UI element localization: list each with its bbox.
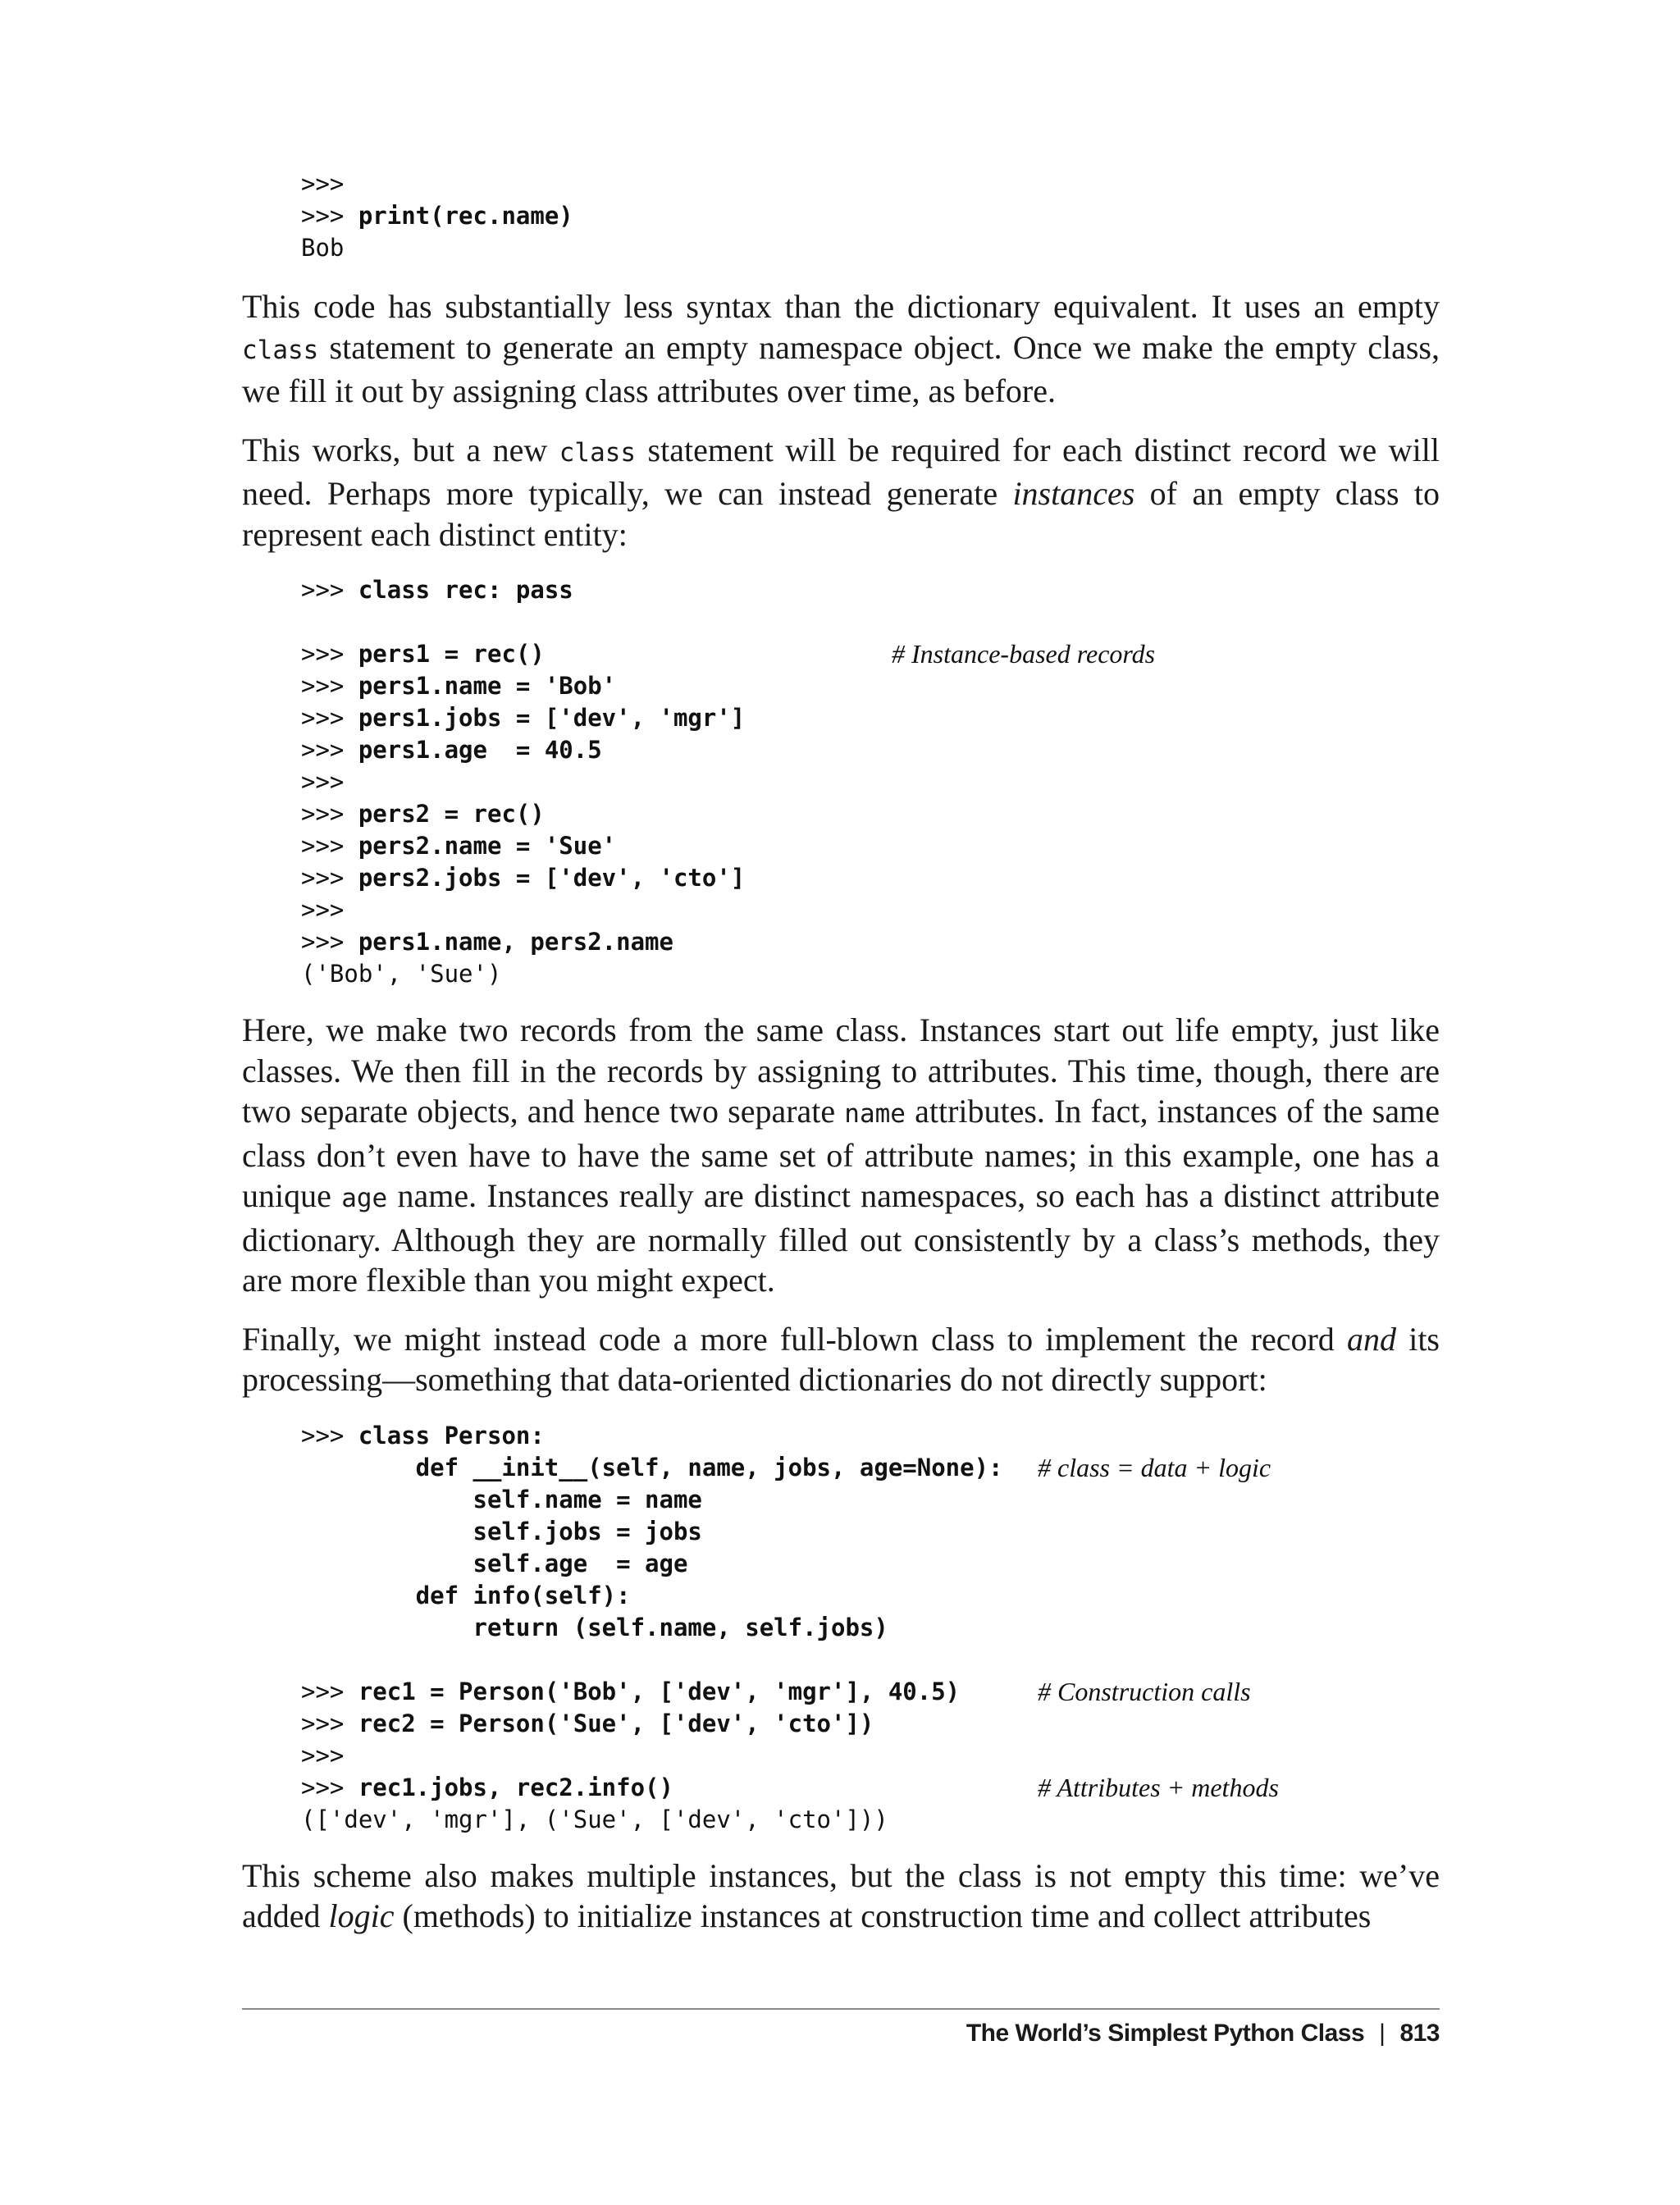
user-input-code: print(rec.name) [358,202,573,230]
user-input-code: pers2.jobs = ['dev', 'cto'] [358,864,746,892]
code-line [301,926,1440,958]
text-run: Finally, we might instead code a more full-blown class to implement the record [242,1320,1347,1358]
text-run: This code has substantially less syntax than the dictionary equivalent. It uses an empty [242,288,1440,325]
prompt-text: >>> [301,672,358,700]
code-line [301,638,1440,670]
code-line [301,766,1440,798]
emphasis-text: logic [328,1897,395,1934]
footer-separator: | [1379,2020,1386,2047]
code-comment: # Instance-based records [892,639,1156,669]
code-comment: # Construction calls [1038,1676,1251,1706]
code-line [301,1580,1440,1612]
prompt-text: >>> [301,928,358,956]
code-line [301,1772,1440,1804]
code-comment: # Attributes + methods [1038,1772,1279,1802]
prompt-text: >>> [301,202,358,230]
code-line [301,200,1440,232]
code-line [301,1676,1440,1708]
user-input-code: rec1.jobs, rec2.info() [358,1773,673,1801]
user-input-code: pers2 = rec() [358,800,545,828]
code-block [301,168,1440,264]
code-line [301,702,1440,734]
inline-code: class [242,335,319,365]
user-input-code: class Person: [358,1421,545,1449]
user-input-code: self.jobs = jobs [301,1517,702,1545]
prompt-text: >>> [301,1677,358,1705]
user-input-code: return (self.name, self.jobs) [301,1613,888,1641]
code-line [301,1740,1440,1772]
output-text: (['dev', 'mgr'], ('Sue', ['dev', 'cto'])) [301,1805,888,1833]
body-paragraph [242,1856,1440,1937]
running-title: The World’s Simplest Python Class [966,2020,1365,2047]
inline-code: age [341,1184,388,1213]
code-line [301,168,1440,200]
code-line [301,232,1440,264]
user-input-code: pers2.name = 'Sue' [358,832,617,860]
user-input-code: self.age = age [301,1549,688,1577]
code-line [301,894,1440,926]
code-line [301,958,1440,990]
text-run: attributes. In fact, instances of the same class don’t even have to have the same set of attribute names; in this example, one has a unique [242,1093,1440,1214]
body-paragraph [242,286,1440,412]
inline-code: name [844,1099,906,1129]
code-line [301,574,1440,606]
text-run: Here, we make two records from the same class. Instances start out life empty, just like classes. We then fill in the records by assigning to attributes. This time, though, there are two separate objects, and hence two separate [242,1011,1440,1130]
inline-code: class [559,437,637,468]
prompt-text: >>> [301,1741,345,1769]
user-input-code: rec2 = Person('Sue', ['dev', 'cto']) [358,1709,874,1737]
user-input-code: def info(self): [301,1581,631,1609]
text-run: (methods) to initialize instances at construction time and collect attributes [394,1897,1372,1934]
code-line [301,862,1440,894]
text-run: its processing—something that data-oriented dictionaries do not directly support: [242,1320,1440,1398]
code-block [301,1420,1440,1836]
user-input-code: pers1.jobs = ['dev', 'mgr'] [358,704,746,732]
text-run: This works, but a new [242,431,559,468]
prompt-text: >>> [301,704,358,732]
code-block [301,574,1440,990]
user-input-code: class rec: pass [358,576,573,604]
prompt-text: >>> [301,640,358,668]
body-paragraph [242,1319,1440,1400]
user-input-code: self.name = name [301,1485,702,1513]
prompt-text: >>> [301,896,345,924]
prompt-text: >>> [301,1773,358,1801]
code-line [301,1452,1440,1484]
code-line [301,1548,1440,1580]
text-run: name. Instances really are distinct namespaces, so each has a distinct attribute dictionary. Although they are normally filled out consistently by a class’s methods, they are more flexible than you might expect. [242,1177,1440,1299]
output-text: ('Bob', 'Sue') [301,960,502,988]
user-input-code: rec1 = Person('Bob', ['dev', 'mgr'], 40.5) [358,1677,961,1705]
code-line [301,1644,1440,1676]
user-input-code: pers1.name = 'Bob' [358,672,617,700]
footer-divider [242,2008,1440,2010]
page-body [242,168,1440,1937]
code-line [301,670,1440,702]
body-paragraph [242,1010,1440,1301]
user-input-code: pers1.age = 40.5 [358,736,602,764]
code-line [301,1516,1440,1548]
body-paragraph [242,430,1440,555]
code-line [301,606,1440,638]
code-line [301,1420,1440,1452]
prompt-text: >>> [301,864,358,892]
prompt-text: >>> [301,832,358,860]
text-run: This scheme also makes multiple instances, but the class is not empty this time: we’ve added [242,1856,1440,1934]
user-input-code: def __init__(self, name, jobs, age=None): [301,1453,1003,1481]
code-line [301,830,1440,862]
text-run: statement will be required for each distinct record we will need. Perhaps more typically, we can instead generate [242,431,1440,512]
prompt-text: >>> [301,170,345,198]
text-run: of an empty class to represent each distinct entity: [242,475,1440,553]
code-comment: # class = data + logic [1038,1452,1271,1482]
code-line [301,798,1440,830]
text-run: statement to generate an empty namespace object. Once we make the empty class, we fill it out by assigning class attributes over time, as before. [242,328,1440,409]
prompt-text: >>> [301,736,358,764]
code-line [301,734,1440,766]
prompt-text: >>> [301,1421,358,1449]
prompt-text: >>> [301,800,358,828]
emphasis-text: instances [1012,475,1135,512]
code-line [301,1804,1440,1836]
page-footer [966,2020,1440,2048]
page-number: 813 [1399,2020,1440,2047]
prompt-text: >>> [301,1709,358,1737]
user-input-code: pers1.name, pers2.name [358,928,673,956]
prompt-text: >>> [301,768,345,796]
code-line [301,1708,1440,1740]
user-input-code: pers1 = rec() [358,640,545,668]
emphasis-text: and [1347,1320,1396,1358]
code-line [301,1484,1440,1516]
code-line [301,1612,1440,1644]
output-text: Bob [301,234,345,262]
prompt-text: >>> [301,576,358,604]
